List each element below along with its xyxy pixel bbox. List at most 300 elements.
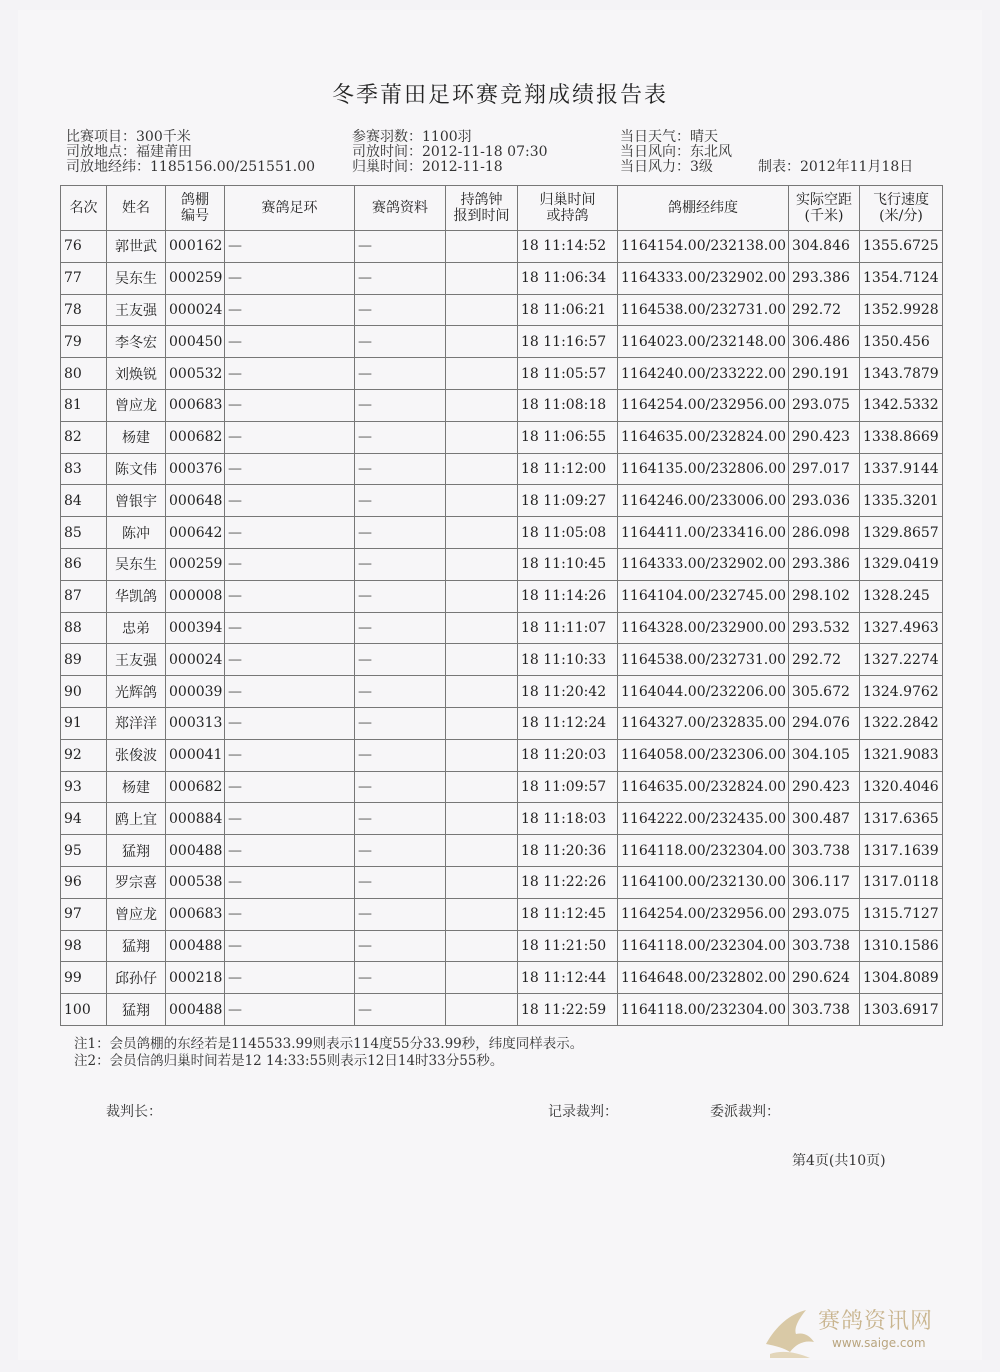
cell-name: 吴东生 [107, 548, 166, 580]
cell-return-time: 18 11:09:27 [518, 485, 618, 517]
cell-rank: 85 [61, 517, 107, 549]
cell-return-time: 18 11:12:00 [518, 453, 618, 485]
pigeon-logo-icon [760, 1304, 818, 1360]
header-ring: 赛鸽足环 [225, 186, 355, 231]
cell-clock-time [446, 421, 518, 453]
cell-clock-time [446, 231, 518, 263]
cell-speed: 1317.0118 [860, 866, 943, 898]
cell-return-time: 18 11:22:26 [518, 866, 618, 898]
cell-rank: 98 [61, 930, 107, 962]
cell-name: 曾应龙 [107, 898, 166, 930]
header-loft-number: 鸽棚 编号 [166, 186, 225, 231]
cell-speed: 1329.8657 [860, 517, 943, 549]
notes [74, 1036, 583, 1070]
cell-clock-time [446, 326, 518, 358]
cell-distance: 303.738 [789, 994, 860, 1026]
header-name: 姓名 [107, 186, 166, 231]
cell-distance: 303.738 [789, 835, 860, 867]
meta-entries: 参赛羽数：1100羽 [352, 129, 472, 145]
cell-clock-time [446, 676, 518, 708]
cell-speed: 1355.6725 [860, 231, 943, 263]
cell-pigeon-info: — [355, 739, 446, 771]
table-row [61, 644, 943, 676]
table-row [61, 930, 943, 962]
cell-rank: 77 [61, 262, 107, 294]
cell-return-time: 18 11:21:50 [518, 930, 618, 962]
cell-clock-time [446, 358, 518, 390]
cell-loft-number: 000376 [166, 453, 225, 485]
cell-pigeon-info: — [355, 326, 446, 358]
cell-pigeon-info: — [355, 930, 446, 962]
cell-rank: 80 [61, 358, 107, 390]
cell-return-time: 18 11:12:44 [518, 962, 618, 994]
cell-name: 王友强 [107, 644, 166, 676]
cell-speed: 1315.7127 [860, 898, 943, 930]
table-row [61, 866, 943, 898]
cell-speed: 1317.1639 [860, 835, 943, 867]
watermark [760, 1302, 960, 1362]
cell-name: 陈文伟 [107, 453, 166, 485]
cell-coordinates: 1164240.00/233222.00 [618, 358, 789, 390]
cell-rank: 99 [61, 962, 107, 994]
cell-rank: 100 [61, 994, 107, 1026]
cell-rank: 78 [61, 294, 107, 326]
cell-loft-number: 000648 [166, 485, 225, 517]
table-header-row [61, 186, 943, 231]
cell-name: 猛翔 [107, 835, 166, 867]
table-body [61, 231, 943, 1026]
cell-pigeon-info: — [355, 803, 446, 835]
cell-rank: 95 [61, 835, 107, 867]
table-row [61, 676, 943, 708]
cell-speed: 1343.7879 [860, 358, 943, 390]
cell-rank: 94 [61, 803, 107, 835]
delegated-referee-label: 委派裁判： [710, 1104, 780, 1120]
cell-distance: 298.102 [789, 580, 860, 612]
cell-loft-number: 000008 [166, 580, 225, 612]
cell-name: 罗宗喜 [107, 866, 166, 898]
cell-name: 李冬宏 [107, 326, 166, 358]
cell-name: 陈冲 [107, 517, 166, 549]
cell-coordinates: 1164118.00/232304.00 [618, 930, 789, 962]
cell-return-time: 18 11:06:55 [518, 421, 618, 453]
cell-coordinates: 1164100.00/232130.00 [618, 866, 789, 898]
meta-event: 比赛项目：300千米 [66, 129, 191, 145]
cell-clock-time [446, 771, 518, 803]
cell-rank: 87 [61, 580, 107, 612]
cell-distance: 304.846 [789, 231, 860, 263]
cell-distance: 292.72 [789, 294, 860, 326]
cell-rank: 92 [61, 739, 107, 771]
cell-return-time: 18 11:18:03 [518, 803, 618, 835]
table-row [61, 803, 943, 835]
cell-name: 郭世武 [107, 231, 166, 263]
cell-coordinates: 1164246.00/233006.00 [618, 485, 789, 517]
cell-rank: 93 [61, 771, 107, 803]
cell-coordinates: 1164538.00/232731.00 [618, 644, 789, 676]
cell-speed: 1337.9144 [860, 453, 943, 485]
cell-rank: 97 [61, 898, 107, 930]
cell-pigeon-info: — [355, 707, 446, 739]
cell-loft-number: 000162 [166, 231, 225, 263]
cell-distance: 290.423 [789, 771, 860, 803]
cell-speed: 1329.0419 [860, 548, 943, 580]
header-speed: 飞行速度 (米/分) [860, 186, 943, 231]
cell-speed: 1303.6917 [860, 994, 943, 1026]
table-row [61, 707, 943, 739]
cell-return-time: 18 11:05:57 [518, 358, 618, 390]
cell-clock-time [446, 389, 518, 421]
cell-return-time: 18 11:20:03 [518, 739, 618, 771]
cell-loft-number: 000218 [166, 962, 225, 994]
cell-pigeon-info: — [355, 389, 446, 421]
cell-coordinates: 1164044.00/232206.00 [618, 676, 789, 708]
cell-loft-number: 000313 [166, 707, 225, 739]
meta-made-date: 制表：2012年11月18日 [758, 159, 914, 175]
note-1: 注1：会员鸽棚的东经若是1145533.99则表示114度55分33.99秒，纬度同样表示。 [74, 1036, 584, 1052]
cell-pigeon-info: — [355, 994, 446, 1026]
cell-pigeon-info: — [355, 612, 446, 644]
cell-loft-number: 000538 [166, 866, 225, 898]
table-row [61, 326, 943, 358]
cell-speed: 1322.2842 [860, 707, 943, 739]
cell-clock-time [446, 930, 518, 962]
cell-rank: 81 [61, 389, 107, 421]
cell-distance: 290.191 [789, 358, 860, 390]
cell-coordinates: 1164222.00/232435.00 [618, 803, 789, 835]
cell-name: 猛翔 [107, 930, 166, 962]
cell-loft-number: 000683 [166, 898, 225, 930]
cell-distance: 290.423 [789, 421, 860, 453]
cell-distance: 293.386 [789, 262, 860, 294]
meta-weather: 当日天气：晴天 [620, 129, 718, 145]
cell-ring: — [225, 707, 355, 739]
cell-clock-time [446, 803, 518, 835]
cell-clock-time [446, 580, 518, 612]
cell-name: 刘焕锐 [107, 358, 166, 390]
cell-ring: — [225, 644, 355, 676]
table-row [61, 835, 943, 867]
meta-release-time: 司放时间：2012-11-18 07:30 [352, 144, 548, 160]
cell-clock-time [446, 612, 518, 644]
cell-clock-time [446, 898, 518, 930]
cell-ring: — [225, 580, 355, 612]
header-rank: 名次 [61, 186, 107, 231]
cell-name: 邱孙仔 [107, 962, 166, 994]
cell-clock-time [446, 644, 518, 676]
cell-coordinates: 1164327.00/232835.00 [618, 707, 789, 739]
cell-loft-number: 000488 [166, 930, 225, 962]
cell-return-time: 18 11:12:24 [518, 707, 618, 739]
cell-clock-time [446, 835, 518, 867]
cell-pigeon-info: — [355, 962, 446, 994]
cell-speed: 1327.2274 [860, 644, 943, 676]
cell-loft-number: 000259 [166, 262, 225, 294]
note-2: 注2：会员信鸽归巢时间若是12 14:33:55则表示12日14时33分55秒。 [74, 1053, 504, 1069]
cell-name: 忠弟 [107, 612, 166, 644]
cell-coordinates: 1164648.00/232802.00 [618, 962, 789, 994]
cell-coordinates: 1164635.00/232824.00 [618, 771, 789, 803]
table-row [61, 358, 943, 390]
cell-return-time: 18 11:08:18 [518, 389, 618, 421]
cell-speed: 1350.456 [860, 326, 943, 358]
cell-loft-number: 000039 [166, 676, 225, 708]
cell-distance: 292.72 [789, 644, 860, 676]
table-row [61, 231, 943, 263]
header-return-time: 归巢时间 或持鸽 [518, 186, 618, 231]
cell-return-time: 18 11:20:36 [518, 835, 618, 867]
cell-coordinates: 1164118.00/232304.00 [618, 835, 789, 867]
meta-wind-direction: 当日风向：东北风 [620, 144, 732, 160]
cell-rank: 96 [61, 866, 107, 898]
cell-coordinates: 1164333.00/232902.00 [618, 262, 789, 294]
cell-rank: 91 [61, 707, 107, 739]
watermark-url: www.saige.com [832, 1336, 926, 1350]
cell-distance: 290.624 [789, 962, 860, 994]
watermark-name: 赛鸽资讯网 [818, 1309, 934, 1334]
cell-ring: — [225, 771, 355, 803]
cell-rank: 89 [61, 644, 107, 676]
cell-return-time: 18 11:09:57 [518, 771, 618, 803]
cell-name: 鸥上宜 [107, 803, 166, 835]
table-row [61, 962, 943, 994]
cell-clock-time [446, 517, 518, 549]
cell-loft-number: 000394 [166, 612, 225, 644]
cell-name: 杨建 [107, 771, 166, 803]
cell-coordinates: 1164023.00/232148.00 [618, 326, 789, 358]
cell-pigeon-info: — [355, 771, 446, 803]
cell-loft-number: 000682 [166, 771, 225, 803]
cell-ring: — [225, 548, 355, 580]
cell-return-time: 18 11:10:33 [518, 644, 618, 676]
cell-speed: 1327.4963 [860, 612, 943, 644]
cell-clock-time [446, 739, 518, 771]
cell-ring: — [225, 612, 355, 644]
page-number: 第4页(共10页) [792, 1153, 886, 1169]
cell-pigeon-info: — [355, 517, 446, 549]
cell-clock-time [446, 962, 518, 994]
cell-pigeon-info: — [355, 580, 446, 612]
cell-speed: 1338.8669 [860, 421, 943, 453]
cell-speed: 1354.7124 [860, 262, 943, 294]
cell-rank: 79 [61, 326, 107, 358]
table-row [61, 485, 943, 517]
cell-ring: — [225, 739, 355, 771]
cell-ring: — [225, 389, 355, 421]
meta-release-coords: 司放地经纬：1185156.00/251551.00 [66, 159, 316, 175]
cell-return-time: 18 11:12:45 [518, 898, 618, 930]
cell-distance: 293.386 [789, 548, 860, 580]
cell-loft-number: 000024 [166, 294, 225, 326]
cell-coordinates: 1164135.00/232806.00 [618, 453, 789, 485]
cell-loft-number: 000683 [166, 389, 225, 421]
cell-distance: 303.738 [789, 930, 860, 962]
table-row [61, 517, 943, 549]
cell-return-time: 18 11:16:57 [518, 326, 618, 358]
table-row [61, 389, 943, 421]
cell-ring: — [225, 231, 355, 263]
cell-loft-number: 000488 [166, 835, 225, 867]
cell-distance: 293.036 [789, 485, 860, 517]
cell-ring: — [225, 421, 355, 453]
cell-loft-number: 000259 [166, 548, 225, 580]
cell-loft-number: 000041 [166, 739, 225, 771]
cell-pigeon-info: — [355, 262, 446, 294]
table-row [61, 421, 943, 453]
cell-rank: 90 [61, 676, 107, 708]
cell-ring: — [225, 898, 355, 930]
meta-release-place: 司放地点：福建莆田 [66, 144, 192, 160]
cell-coordinates: 1164104.00/232745.00 [618, 580, 789, 612]
cell-return-time: 18 11:14:26 [518, 580, 618, 612]
cell-ring: — [225, 930, 355, 962]
cell-coordinates: 1164118.00/232304.00 [618, 994, 789, 1026]
header-coordinates: 鸽棚经纬度 [618, 186, 789, 231]
cell-ring: — [225, 358, 355, 390]
cell-coordinates: 1164411.00/233416.00 [618, 517, 789, 549]
cell-coordinates: 1164328.00/232900.00 [618, 612, 789, 644]
cell-return-time: 18 11:20:42 [518, 676, 618, 708]
report-title: 冬季莆田足环赛竞翔成绩报告表 [331, 83, 668, 108]
cell-clock-time [446, 548, 518, 580]
cell-return-time: 18 11:14:52 [518, 231, 618, 263]
cell-clock-time [446, 866, 518, 898]
cell-speed: 1310.1586 [860, 930, 943, 962]
cell-name: 华凯鸽 [107, 580, 166, 612]
cell-return-time: 18 11:06:21 [518, 294, 618, 326]
cell-ring: — [225, 866, 355, 898]
cell-pigeon-info: — [355, 866, 446, 898]
cell-speed: 1317.6365 [860, 803, 943, 835]
cell-speed: 1335.3201 [860, 485, 943, 517]
cell-name: 杨建 [107, 421, 166, 453]
cell-loft-number: 000024 [166, 644, 225, 676]
cell-loft-number: 000884 [166, 803, 225, 835]
cell-ring: — [225, 803, 355, 835]
cell-loft-number: 000488 [166, 994, 225, 1026]
cell-speed: 1328.245 [860, 580, 943, 612]
header-clock-time: 持鸽钟 报到时间 [446, 186, 518, 231]
meta-column-2 [352, 130, 548, 175]
table-row [61, 548, 943, 580]
cell-pigeon-info: — [355, 294, 446, 326]
cell-ring: — [225, 835, 355, 867]
cell-clock-time [446, 485, 518, 517]
cell-ring: — [225, 994, 355, 1026]
cell-ring: — [225, 676, 355, 708]
cell-coordinates: 1164538.00/232731.00 [618, 294, 789, 326]
cell-name: 曾应龙 [107, 389, 166, 421]
cell-pigeon-info: — [355, 231, 446, 263]
cell-name: 光辉鸽 [107, 676, 166, 708]
cell-name: 王友强 [107, 294, 166, 326]
cell-distance: 293.075 [789, 389, 860, 421]
cell-ring: — [225, 453, 355, 485]
cell-speed: 1342.5332 [860, 389, 943, 421]
cell-rank: 86 [61, 548, 107, 580]
cell-coordinates: 1164058.00/232306.00 [618, 739, 789, 771]
chief-referee-label: 裁判长： [106, 1104, 162, 1120]
cell-clock-time [446, 994, 518, 1026]
results-table [60, 185, 943, 1026]
meta-wind-force: 当日风力：3级 [620, 159, 713, 175]
cell-pigeon-info: — [355, 676, 446, 708]
cell-rank: 82 [61, 421, 107, 453]
cell-clock-time [446, 453, 518, 485]
cell-speed: 1304.8089 [860, 962, 943, 994]
meta-column-3 [620, 130, 732, 175]
cell-ring: — [225, 262, 355, 294]
cell-clock-time [446, 262, 518, 294]
header-distance: 实际空距 (千米) [789, 186, 860, 231]
cell-speed: 1352.9928 [860, 294, 943, 326]
cell-rank: 88 [61, 612, 107, 644]
cell-pigeon-info: — [355, 421, 446, 453]
cell-distance: 306.117 [789, 866, 860, 898]
cell-name: 郑洋洋 [107, 707, 166, 739]
cell-name: 张俊波 [107, 739, 166, 771]
cell-coordinates: 1164254.00/232956.00 [618, 389, 789, 421]
cell-ring: — [225, 326, 355, 358]
cell-ring: — [225, 962, 355, 994]
cell-pigeon-info: — [355, 835, 446, 867]
cell-pigeon-info: — [355, 548, 446, 580]
cell-ring: — [225, 517, 355, 549]
cell-ring: — [225, 485, 355, 517]
cell-pigeon-info: — [355, 898, 446, 930]
cell-pigeon-info: — [355, 358, 446, 390]
table-row [61, 612, 943, 644]
table-row [61, 771, 943, 803]
cell-speed: 1321.9083 [860, 739, 943, 771]
cell-rank: 76 [61, 231, 107, 263]
cell-name: 曾银宇 [107, 485, 166, 517]
cell-distance: 293.075 [789, 898, 860, 930]
cell-loft-number: 000682 [166, 421, 225, 453]
cell-coordinates: 1164333.00/232902.00 [618, 548, 789, 580]
table-row [61, 262, 943, 294]
cell-rank: 83 [61, 453, 107, 485]
cell-loft-number: 000642 [166, 517, 225, 549]
meta-return-time: 归巢时间：2012-11-18 [352, 159, 503, 175]
table-row [61, 994, 943, 1026]
cell-loft-number: 000532 [166, 358, 225, 390]
cell-pigeon-info: — [355, 453, 446, 485]
cell-return-time: 18 11:10:45 [518, 548, 618, 580]
cell-pigeon-info: — [355, 485, 446, 517]
recording-referee-label: 记录裁判： [548, 1104, 618, 1120]
cell-loft-number: 000450 [166, 326, 225, 358]
cell-return-time: 18 11:05:08 [518, 517, 618, 549]
cell-coordinates: 1164154.00/232138.00 [618, 231, 789, 263]
cell-ring: — [225, 294, 355, 326]
cell-rank: 84 [61, 485, 107, 517]
meta-column-1 [66, 130, 315, 175]
header-pigeon-info: 赛鸽资料 [355, 186, 446, 231]
cell-return-time: 18 11:11:07 [518, 612, 618, 644]
cell-coordinates: 1164254.00/232956.00 [618, 898, 789, 930]
cell-name: 吴东生 [107, 262, 166, 294]
cell-distance: 297.017 [789, 453, 860, 485]
cell-distance: 304.105 [789, 739, 860, 771]
cell-distance: 286.098 [789, 517, 860, 549]
cell-distance: 306.486 [789, 326, 860, 358]
table-row [61, 580, 943, 612]
cell-clock-time [446, 294, 518, 326]
table-row [61, 739, 943, 771]
cell-name: 猛翔 [107, 994, 166, 1026]
cell-speed: 1324.9762 [860, 676, 943, 708]
